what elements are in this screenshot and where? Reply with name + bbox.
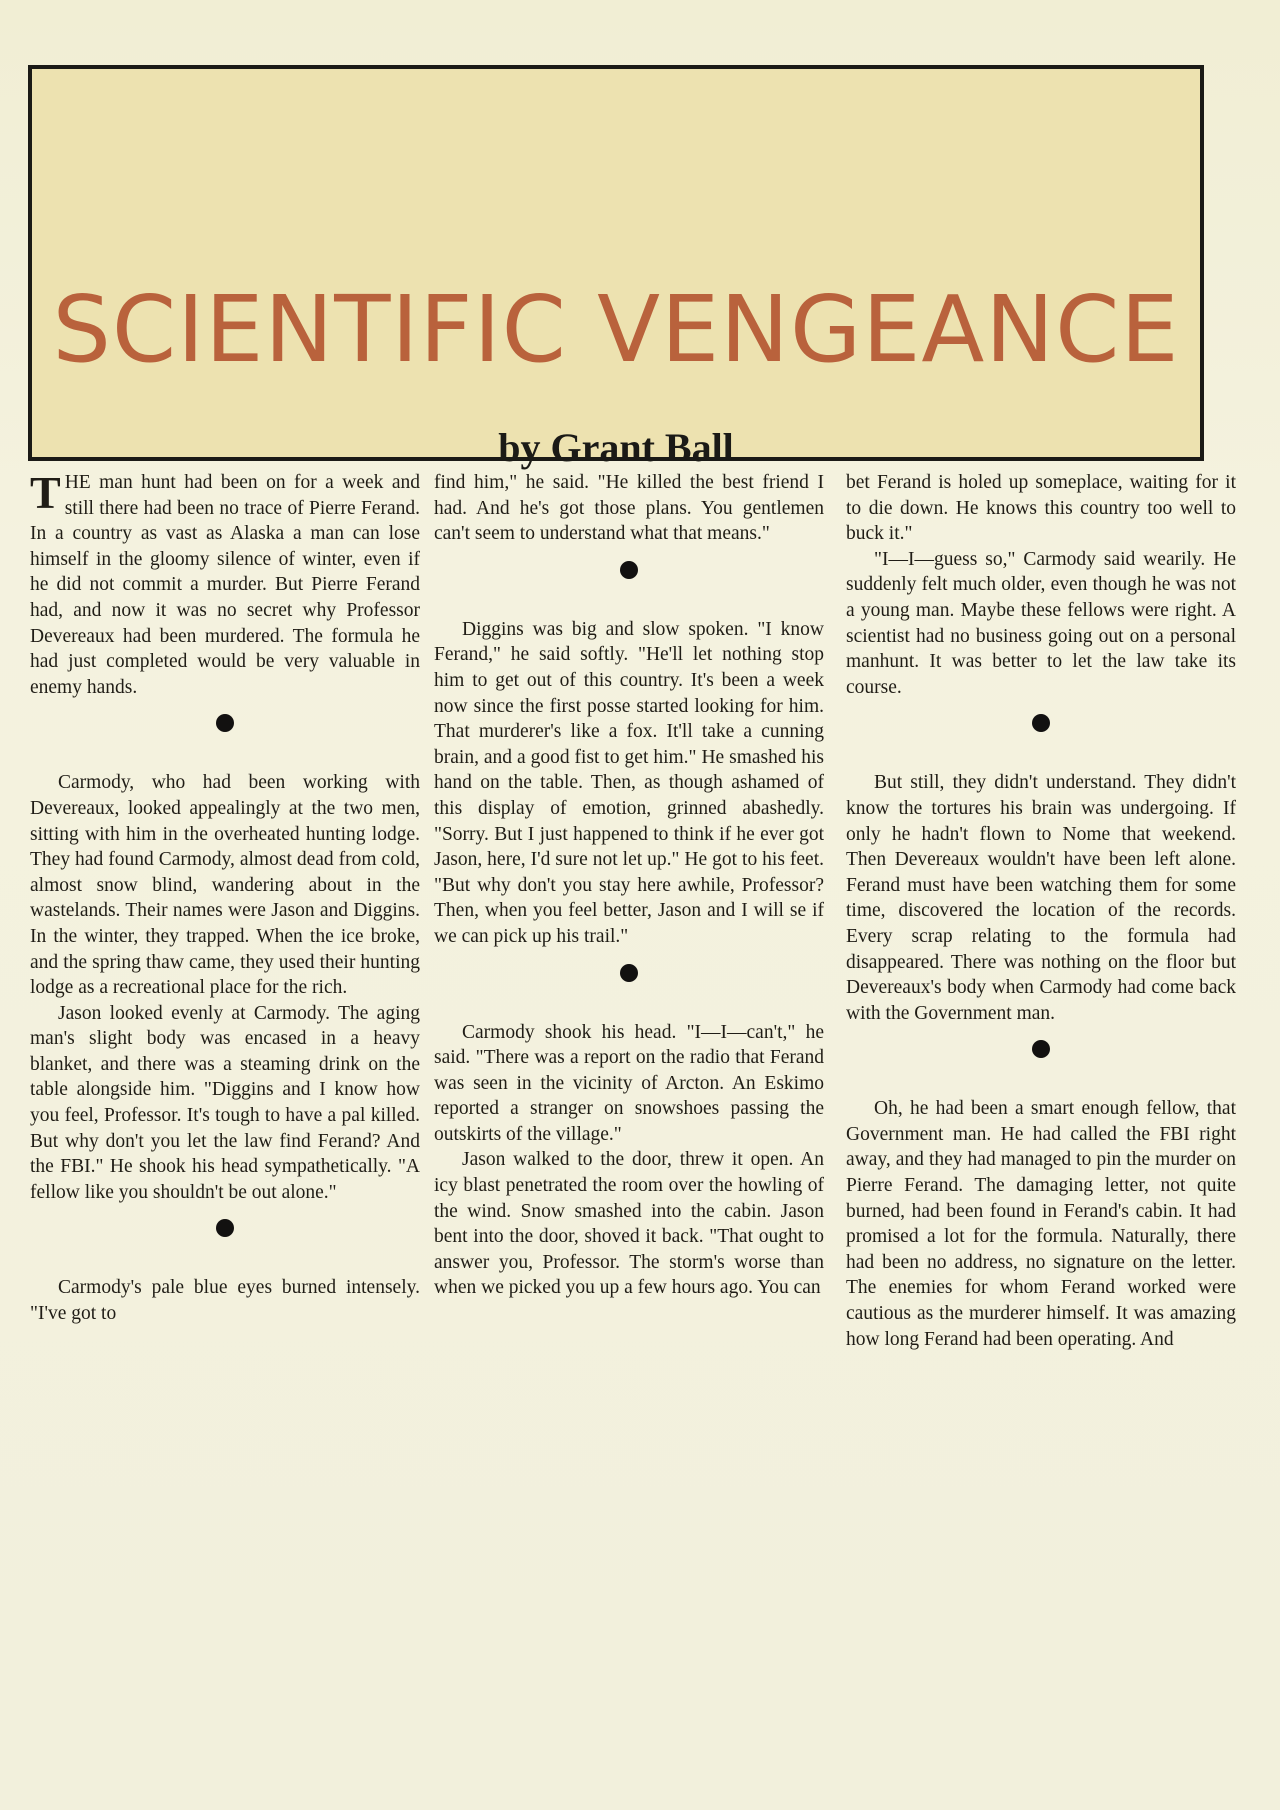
section-bullet: [620, 964, 638, 982]
article-title: SCIENTIFIC VENGEANCE: [52, 276, 1180, 383]
paragraph: "I—I—guess so," Carmody said wearily. He suddenly felt much older, even though he was not a young man. Maybe these fellows were right. A scientist had no business going out on a personal manhunt. It was better to let the law take its course.: [846, 548, 1236, 698]
paragraph: Jason walked to the door, threw it open. An icy blast penetrated the room over the howling of the wind. Snow smashed into the cabin. Jason bent into the door, shoved it back. "That ought to answer you, Professor. The storm's worse than when we picked you up a few hours ago. You can: [434, 1149, 824, 1299]
paragraph: Jason looked evenly at Carmody. The aging man's slight body was encased in a heavy blanket, and there was a steaming drink on the table alongside him. "Diggins and I know how you feel, Professor. It's tough to have a pal killed. But why don't you let the law find Ferand? And the FBI." He shook his head sympathetically. "A fellow like you shouldn't be out alone.": [30, 1002, 420, 1203]
paragraph-text: HE man hunt had been on for a week and still there had been no trace of Pierre Ferand. In a country as vast as Alaska a man can lose himself in the gloomy silence of winter, even if he did not commit a murder. But Pierre Ferand had, and now it was no secret why Professor Devereaux had been murdered. The formula he had just completed would be very valuable in enemy hands.: [30, 472, 420, 698]
text-column-2: [434, 470, 824, 1301]
section-bullet: [620, 561, 638, 579]
text-column-1: [30, 467, 420, 1327]
paragraph: Diggins was big and slow spoken. "I know Ferand," he said softly. "He'll let nothing stop him to get out of this country. It's been a week now since the first posse started looking for him. That murderer's like a fox. It'll take a cunning brain, and a good fist to get him." He smashed his hand on the table. Then, as though ashamed of this display of emotion, grinned abashedly. "Sorry. But I just happened to think if he ever got Jason, here, I'd sure not let up." He got to his feet. "But why don't you stay here awhile, Professor? Then, when you feel better, Jason and I will se if we can pick up his trail.": [434, 618, 824, 947]
section-bullet: [216, 1219, 234, 1237]
article-byline: by Grant Ball: [498, 425, 734, 470]
text-column-3: [846, 470, 1236, 1352]
paragraph: Carmody shook his head. "I—I—can't," he said. "There was a report on the radio that Ferand was seen in the vicinity of Arcton. An Eskimo reported a stranger on snowshoes passing the outskirts of the village.": [434, 1021, 824, 1145]
title-box: [28, 65, 1204, 470]
paragraph: [30, 467, 420, 700]
paragraph: bet Ferand is holed up someplace, waiting for it to die down. He knows this country too well to buck it.": [846, 472, 1236, 545]
section-bullet: [1032, 714, 1050, 732]
paragraph: But still, they didn't understand. They didn't know the tortures his brain was undergoing. If only he hadn't flown to Nome that weekend. Then Devereaux wouldn't have been left alone. Ferand must have been watching them for some time, discovered the location of the records. Every scrap relating to the formula had disappeared. There was nothing on the floor but Devereaux's body when Carmody had come back with the Government man.: [846, 772, 1236, 1024]
paragraph: find him," he said. "He killed the best friend I had. And he's got those plans. You gentlemen can't seem to understand what that means.": [434, 472, 824, 545]
paragraph: Carmody, who had been working with Devereaux, looked appealingly at the two men, sitting with him in the overheated hunting lodge. They had found Carmody, almost dead from cold, almost snow blind, wandering about in the wastelands. Their names were Jason and Diggins. In the winter, they trapped. When the ice broke, and the spring thaw came, they used their hunting lodge as a recreational place for the rich.: [30, 772, 420, 999]
section-bullet: [216, 714, 234, 732]
paragraph: Carmody's pale blue eyes burned intensely. "I've got to: [30, 1277, 420, 1325]
section-bullet: [1032, 1040, 1050, 1058]
paragraph: Oh, he had been a smart enough fellow, that Government man. He had called the FBI right away, and they had managed to pin the murder on Pierre Ferand. The damaging letter, not quite burned, had been found in Ferand's cabin. It had promised a lot for the formula. Naturally, there had been no address, no signature on the letter. The enemies for whom Ferand worked were cautious as the murderer himself. It was amazing how long Ferand had been operating. And: [846, 1098, 1236, 1350]
drop-cap: T: [30, 467, 61, 518]
